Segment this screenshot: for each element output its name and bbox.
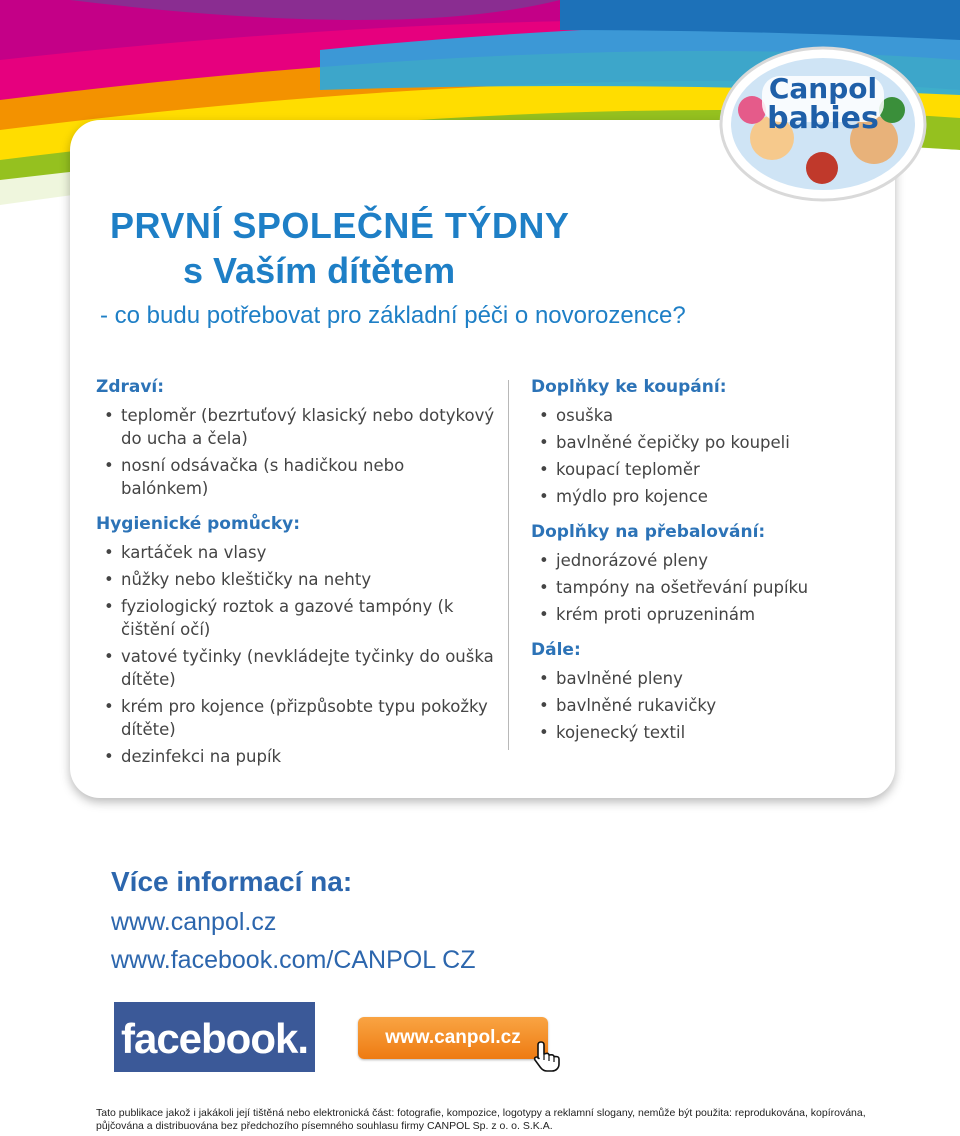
website-link[interactable]: www.canpol.cz [111, 908, 277, 936]
item-list [531, 404, 881, 508]
list-item: • krém proti opruzeninám [531, 603, 881, 626]
list-item: • kartáček na vlasy [96, 541, 496, 564]
logo-text-line1: Canpol [768, 72, 878, 105]
list-item: • bavlněné pleny [531, 667, 881, 690]
copyright-disclaimer: Tato publikace jakož i jakákoli její tištěná nebo elektronická část: fotografie, kompozice, logotypy a reklamní slogany, nemůže být použita: reprodukována, kopírována, půjčována a distribuována bez předchozího písemného souhlasu firmy CANPOL Sp. z o. o. S.K.A. [96, 1107, 866, 1132]
title-line1: PRVNÍ SPOLEČNÉ TÝDNY [110, 205, 570, 246]
title-line2: s Vaším dítětem [183, 250, 456, 291]
section-other [531, 639, 881, 744]
list-item: • teploměr (bezrtuťový klasický nebo dotykový do ucha a čela) [96, 404, 496, 450]
section-heading: Hygienické pomůcky: [96, 514, 301, 534]
list-item: • tampóny na ošetřevání pupíku [531, 576, 881, 599]
item-list [531, 549, 881, 626]
list-item: • nosní odsávačka (s hadičkou nebo balónkem) [96, 454, 496, 500]
list-item: • nůžky nebo kleštičky na nehty [96, 568, 496, 591]
column-divider [508, 380, 509, 750]
website-button-label: www.canpol.cz [385, 1027, 521, 1048]
list-item: • bavlněné čepičky po koupeli [531, 431, 881, 454]
section-heading: Doplňky ke koupání: [531, 377, 727, 397]
section-heading: Doplňky na přebalování: [531, 522, 766, 542]
section-hygiene [96, 513, 496, 768]
facebook-link[interactable]: www.facebook.com/CANPOL CZ [111, 946, 476, 974]
right-column [531, 376, 881, 757]
list-item: • osuška [531, 404, 881, 427]
website-button[interactable] [358, 1017, 548, 1059]
section-heading: Zdraví: [96, 377, 165, 397]
item-list [96, 541, 496, 768]
hand-cursor-icon [532, 1040, 562, 1072]
list-item: • krém pro kojence (přizpůsobte typu pokožky dítěte) [96, 695, 496, 741]
list-item: • fyziologický roztok a gazové tampóny (k čištění očí) [96, 595, 496, 641]
item-list [531, 667, 881, 744]
section-heading: Dále: [531, 640, 581, 660]
logo-text-line2: babies [767, 101, 879, 136]
facebook-logo-text: facebook. [120, 1015, 309, 1062]
facebook-button[interactable] [114, 1002, 315, 1072]
section-health [96, 376, 496, 500]
list-item: • kojenecký textil [531, 721, 881, 744]
list-item: • dezinfekci na pupík [96, 745, 496, 768]
left-column [96, 376, 496, 781]
list-item: • vatové tyčinky (nevkládejte tyčinky do ouška dítěte) [96, 645, 496, 691]
list-item: • jednorázové pleny [531, 549, 881, 572]
list-item: • mýdlo pro kojence [531, 485, 881, 508]
list-item: • koupací teploměr [531, 458, 881, 481]
section-changing [531, 521, 881, 626]
canpol-babies-logo [712, 40, 934, 208]
item-list [96, 404, 496, 500]
more-info-title: Více informací na: [111, 866, 353, 897]
list-item: • bavlněné rukavičky [531, 694, 881, 717]
section-bathing [531, 376, 881, 508]
subtitle: - co budu potřebovat pro základní péči o novorozence? [100, 302, 686, 329]
